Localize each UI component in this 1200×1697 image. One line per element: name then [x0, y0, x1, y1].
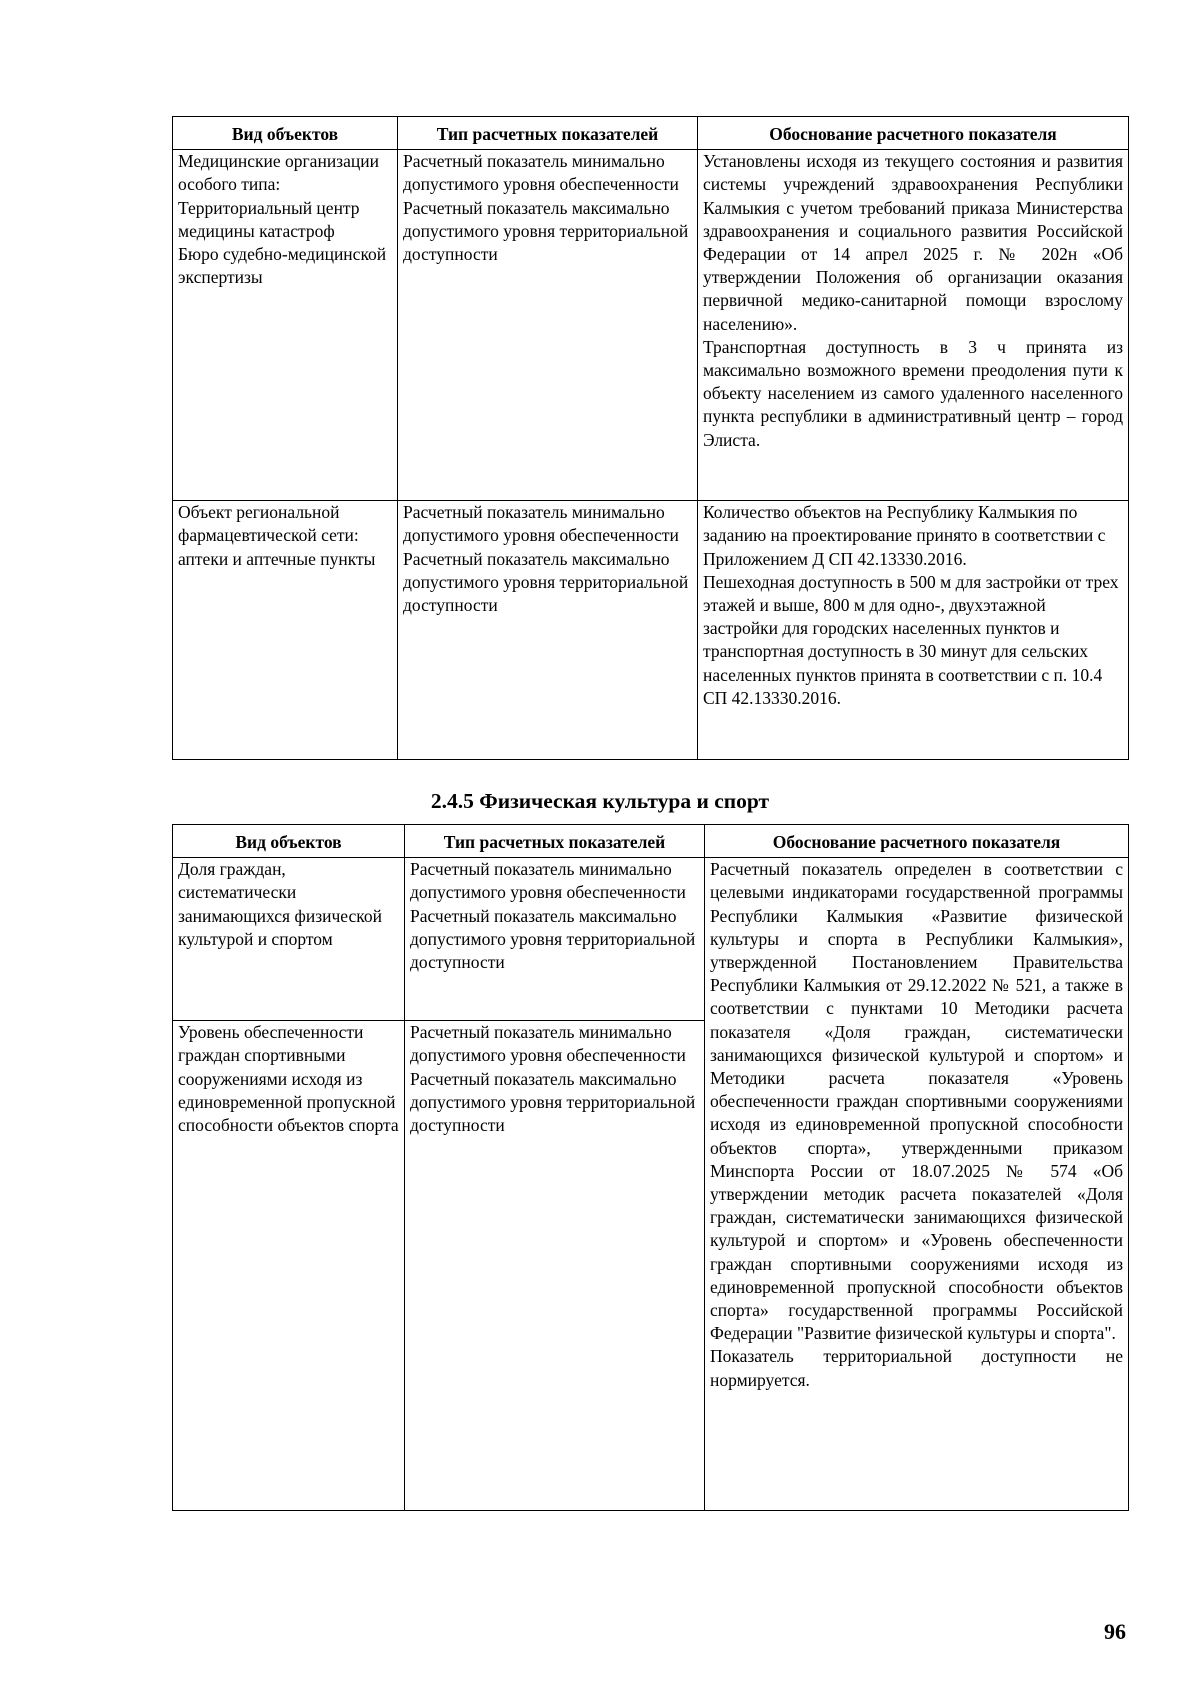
column-header-object-type: Вид объектов: [173, 117, 398, 150]
cell-text: Расчетный показатель минимально допустимого уровня обеспеченности: [403, 502, 679, 546]
indicator-type-cell: [398, 501, 698, 760]
cell-text: Бюро судебно-медицинской экспертизы: [178, 244, 387, 288]
cell-text: Транспортная доступность в 3 ч принята из максимально возможного времени преодоления пути к объекту населением из самого удаленного населенного пункта республики в административный центр – город Элиста.: [703, 336, 1123, 450]
cell-text: Расчетный показатель минимально допустимого уровня обеспеченности: [403, 151, 679, 195]
indicator-type-cell: [398, 150, 698, 501]
column-header-indicator-type: Тип расчетных показателей: [398, 117, 698, 150]
cell-text: Территориальный центр медицины катастроф: [178, 197, 360, 241]
cell-text: Показатель территориальной доступности не нормируется.: [710, 1346, 1123, 1390]
indicator-type-cell: [405, 1021, 705, 1511]
cell-text: Расчетный показатель минимально допустимого уровня обеспеченности: [410, 859, 686, 903]
cell-text: Объект региональной фармацевтической сети: аптеки и аптечные пункты: [178, 502, 376, 569]
cell-text: Расчетный показатель максимально допустимого уровня территориальной доступности: [403, 548, 689, 616]
section-heading: 2.4.5 Физическая культура и спорт: [430, 789, 770, 813]
cell-text: Расчетный показатель максимально допустимого уровня территориальной доступности: [410, 905, 696, 973]
cell-text: Медицинские организации особого типа:: [178, 151, 379, 195]
objects-table-healthcare: [172, 116, 1129, 760]
cell-text: Количество объектов на Республику Калмыкия по заданию на проектирование принято в соответствии с Приложением Д СП 42.13330.2016.: [703, 502, 1106, 569]
object-type-cell: [173, 150, 398, 501]
cell-text: Установлены исходя из текущего состояния и развития системы учреждений здравоохранения Республики Калмыкия с учетом требований приказа Министерства здравоохранения и социального развития Российской Федерации от 14 апрел 2025 г. № 202н «Об утверждении Положения об организации оказания первичной медико-санитарной помощи взрослому населению».: [703, 151, 1123, 334]
column-header-object-type: Вид объектов: [173, 825, 405, 858]
cell-text: Расчетный показатель минимально допустимого уровня обеспеченности: [410, 1022, 686, 1066]
page-number: 96: [1104, 1619, 1126, 1644]
object-type-cell: [173, 501, 398, 760]
justification-cell: [698, 150, 1129, 501]
table-row: [173, 150, 1129, 501]
table-row: [173, 858, 1129, 1021]
objects-table-sport: [172, 824, 1129, 1511]
justification-cell: [698, 501, 1129, 760]
indicator-type-cell: [405, 858, 705, 1021]
table-row: [173, 501, 1129, 760]
justification-cell: [705, 858, 1129, 1511]
column-header-justification: Обоснование расчетного показателя: [698, 117, 1129, 150]
column-header-justification: Обоснование расчетного показателя: [705, 825, 1129, 858]
object-type-cell: Уровень обеспеченности граждан спортивными сооружениями исходя из единовременной пропускной способности объектов спорта: [173, 1021, 405, 1511]
cell-text: Расчетный показатель максимально допустимого уровня территориальной доступности: [410, 1068, 696, 1136]
table-header-row: [173, 117, 1129, 150]
cell-text: Расчетный показатель определен в соответствии с целевыми индикаторами государственной программы Республики Калмыкия «Развитие физической культуры и спорта в Республики Калмыкия», утвержденной Постановлением Правительства Республики Калмыкия от 29.12.2022 № 521, а также в соответствии с пунктами 10 Методики расчета показателя «Доля граждан, систематически занимающихся физической культурой и спортом» и Методики расчета показателя «Уровень обеспеченности граждан спортивными сооружениями исходя из единовременной пропускной способности объектов спорта», утвержденными приказом Минспорта России от 18.07.2025 № 574 «Об утверждении методик расчета показателей «Доля граждан, систематически занимающихся физической культурой и спортом» и «Уровень обеспеченности граждан спортивными сооружениями исходя из единовременной пропускной способности объектов спорта» государственной программы Российской Федерации "Развитие физической культуры и спорта".: [710, 859, 1123, 1344]
cell-text: Пешеходная доступность в 500 м для застройки от трех этажей и выше, 800 м для одно-, двухэтажной застройки для городских населенных пунктов и транспортная доступность в 30 минут для сельских населенных пунктов принята в соответствии с п. 10.4 СП 42.13330.2016.: [703, 571, 1119, 708]
cell-text: Расчетный показатель максимально допустимого уровня территориальной доступности: [403, 197, 689, 265]
object-type-cell: Доля граждан, систематически занимающихся физической культурой и спортом: [173, 858, 405, 1021]
column-header-indicator-type: Тип расчетных показателей: [405, 825, 705, 858]
table-header-row: [173, 825, 1129, 858]
